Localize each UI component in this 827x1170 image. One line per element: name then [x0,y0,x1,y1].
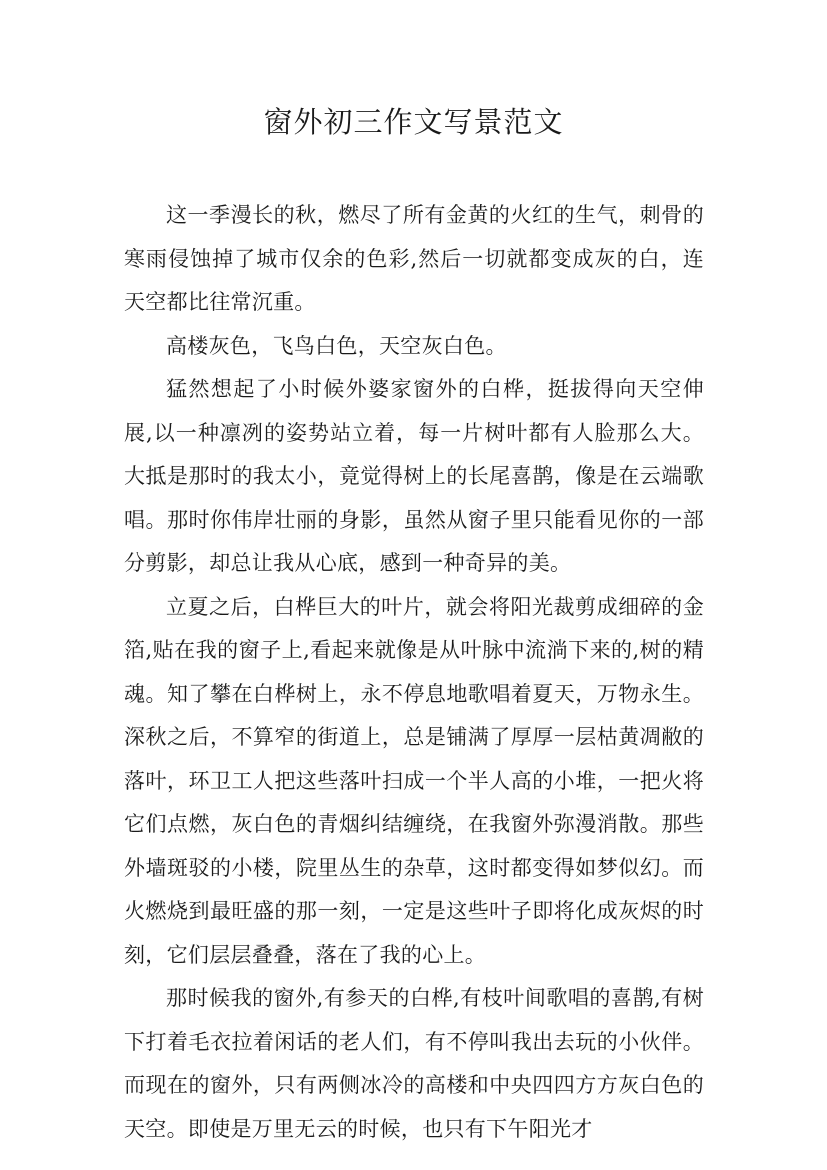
paragraph-2: 高楼灰色，飞鸟白色，天空灰白色。 [166,333,507,358]
paragraph-3: 猛然想起了小时候外婆家窗外的白桦，挺拔得向天空伸展,以一种凛冽的姿势站立着，每一片树叶都有人脸那么大。大抵是那时的我太小，竟觉得树上的长尾喜鹊，像是在云端歌唱。那时你伟岸壮丽的身影，虽然从窗子里只能看见你的一部分剪影，却总让我从心底，感到一种奇异的美。 [124,377,704,575]
paragraph-4: 立夏之后，白桦巨大的叶片，就会将阳光裁剪成细碎的金箔,贴在我的窗子上,看起来就像是从叶脉中流淌下来的,树的精魂。知了攀在白桦树上，永不停息地歌唱着夏天，万物永生。深秋之后，不算窄的街道上，总是铺满了厚厚一层枯黄凋敝的落叶，环卫工人把这些落叶扫成一个半人高的小堆，一把火将它们点燃，灰白色的青烟纠结缠绕，在我窗外弥漫消散。那些外墙斑驳的小楼，院里丛生的杂草，这时都变得如梦似幻。而火燃烧到最旺盛的那一刻，一定是这些叶子即将化成灰烬的时刻，它们层层叠叠，落在了我的心上。 [124,594,704,967]
paragraph-1: 这一季漫长的秋，燃尽了所有金黄的火红的生气，刺骨的寒雨侵蚀掉了城市仅余的色彩,然后一切就都变成灰的白，连天空都比往常沉重。 [124,203,704,314]
document-title: 窗外初三作文写景范文 [263,105,564,139]
paragraph-5: 那时候我的窗外,有参天的白桦,有枝叶间歌唱的喜鹊,有树下打着毛衣拉着闲话的老人们，有不停叫我出去玩的小伙伴。而现在的窗外，只有两侧冰冷的高楼和中央四四方方灰白色的天空。即使是万里无云的时候，也只有下午阳光才 [124,986,704,1141]
document-body [124,194,704,1151]
